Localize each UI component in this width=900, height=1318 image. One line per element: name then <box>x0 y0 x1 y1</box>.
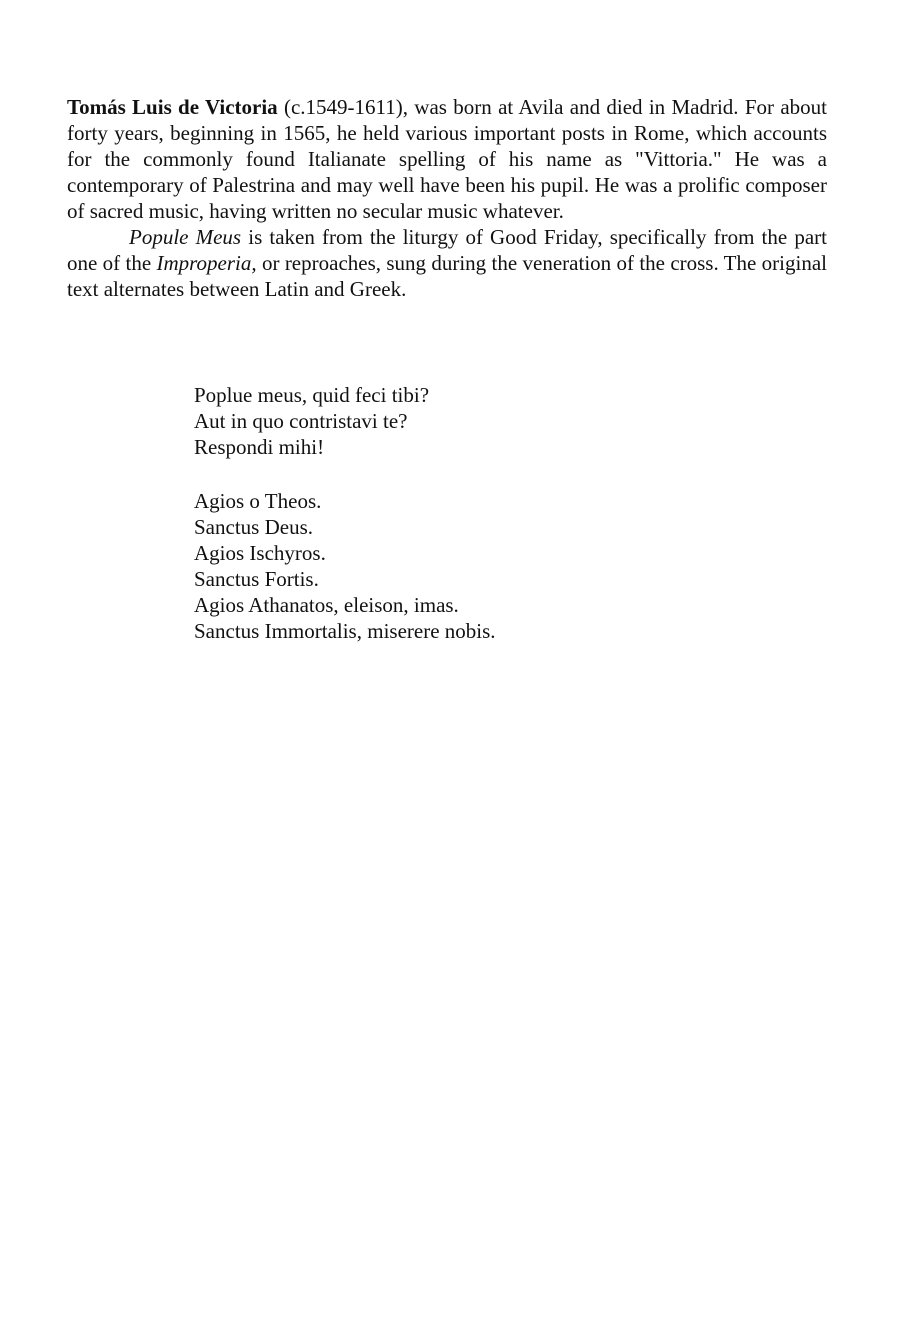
verse-line: Sanctus Deus. <box>194 515 313 539</box>
verse-line: Agios o Theos. <box>194 489 322 513</box>
liturgy-name: Improperia, <box>156 251 257 275</box>
greek-verse <box>194 488 496 644</box>
context-text-2: or reproaches, sung during the veneration of the cross. The original text alternates between Latin and Greek. <box>67 251 827 301</box>
verse-line: Agios Athanatos, eleison, imas. <box>194 593 459 617</box>
verse-line: Aut in quo contristavi te? <box>194 409 408 433</box>
composer-name: Tomás Luis de Victoria <box>67 95 278 119</box>
work-title: Popule Meus <box>129 225 242 249</box>
biography-text: (c.1549-1611), was born at Avila and died in Madrid. For about forty years, beginning in 1565, he held various important posts in Rome, which accounts for the commonly found Italianate spelling of his name as "Vittoria." He was a contemporary of Palestrina and may well have been his pupil. He was a prolific composer of sacred music, having written no secular music whatever. <box>67 95 827 223</box>
latin-verse <box>194 382 429 460</box>
composer-biography <box>67 94 827 224</box>
verse-line: Respondi mihi! <box>194 435 325 459</box>
context-text-1: is taken from the liturgy of Good Friday, specifically from the part one of the <box>67 225 827 275</box>
verse-line: Agios Ischyros. <box>194 541 326 565</box>
verse-line: Sanctus Immortalis, miserere nobis. <box>194 619 496 643</box>
verse-line: Sanctus Fortis. <box>194 567 319 591</box>
program-note <box>67 94 827 302</box>
work-context <box>67 224 827 302</box>
verse-line: Poplue meus, quid feci tibi? <box>194 383 430 407</box>
